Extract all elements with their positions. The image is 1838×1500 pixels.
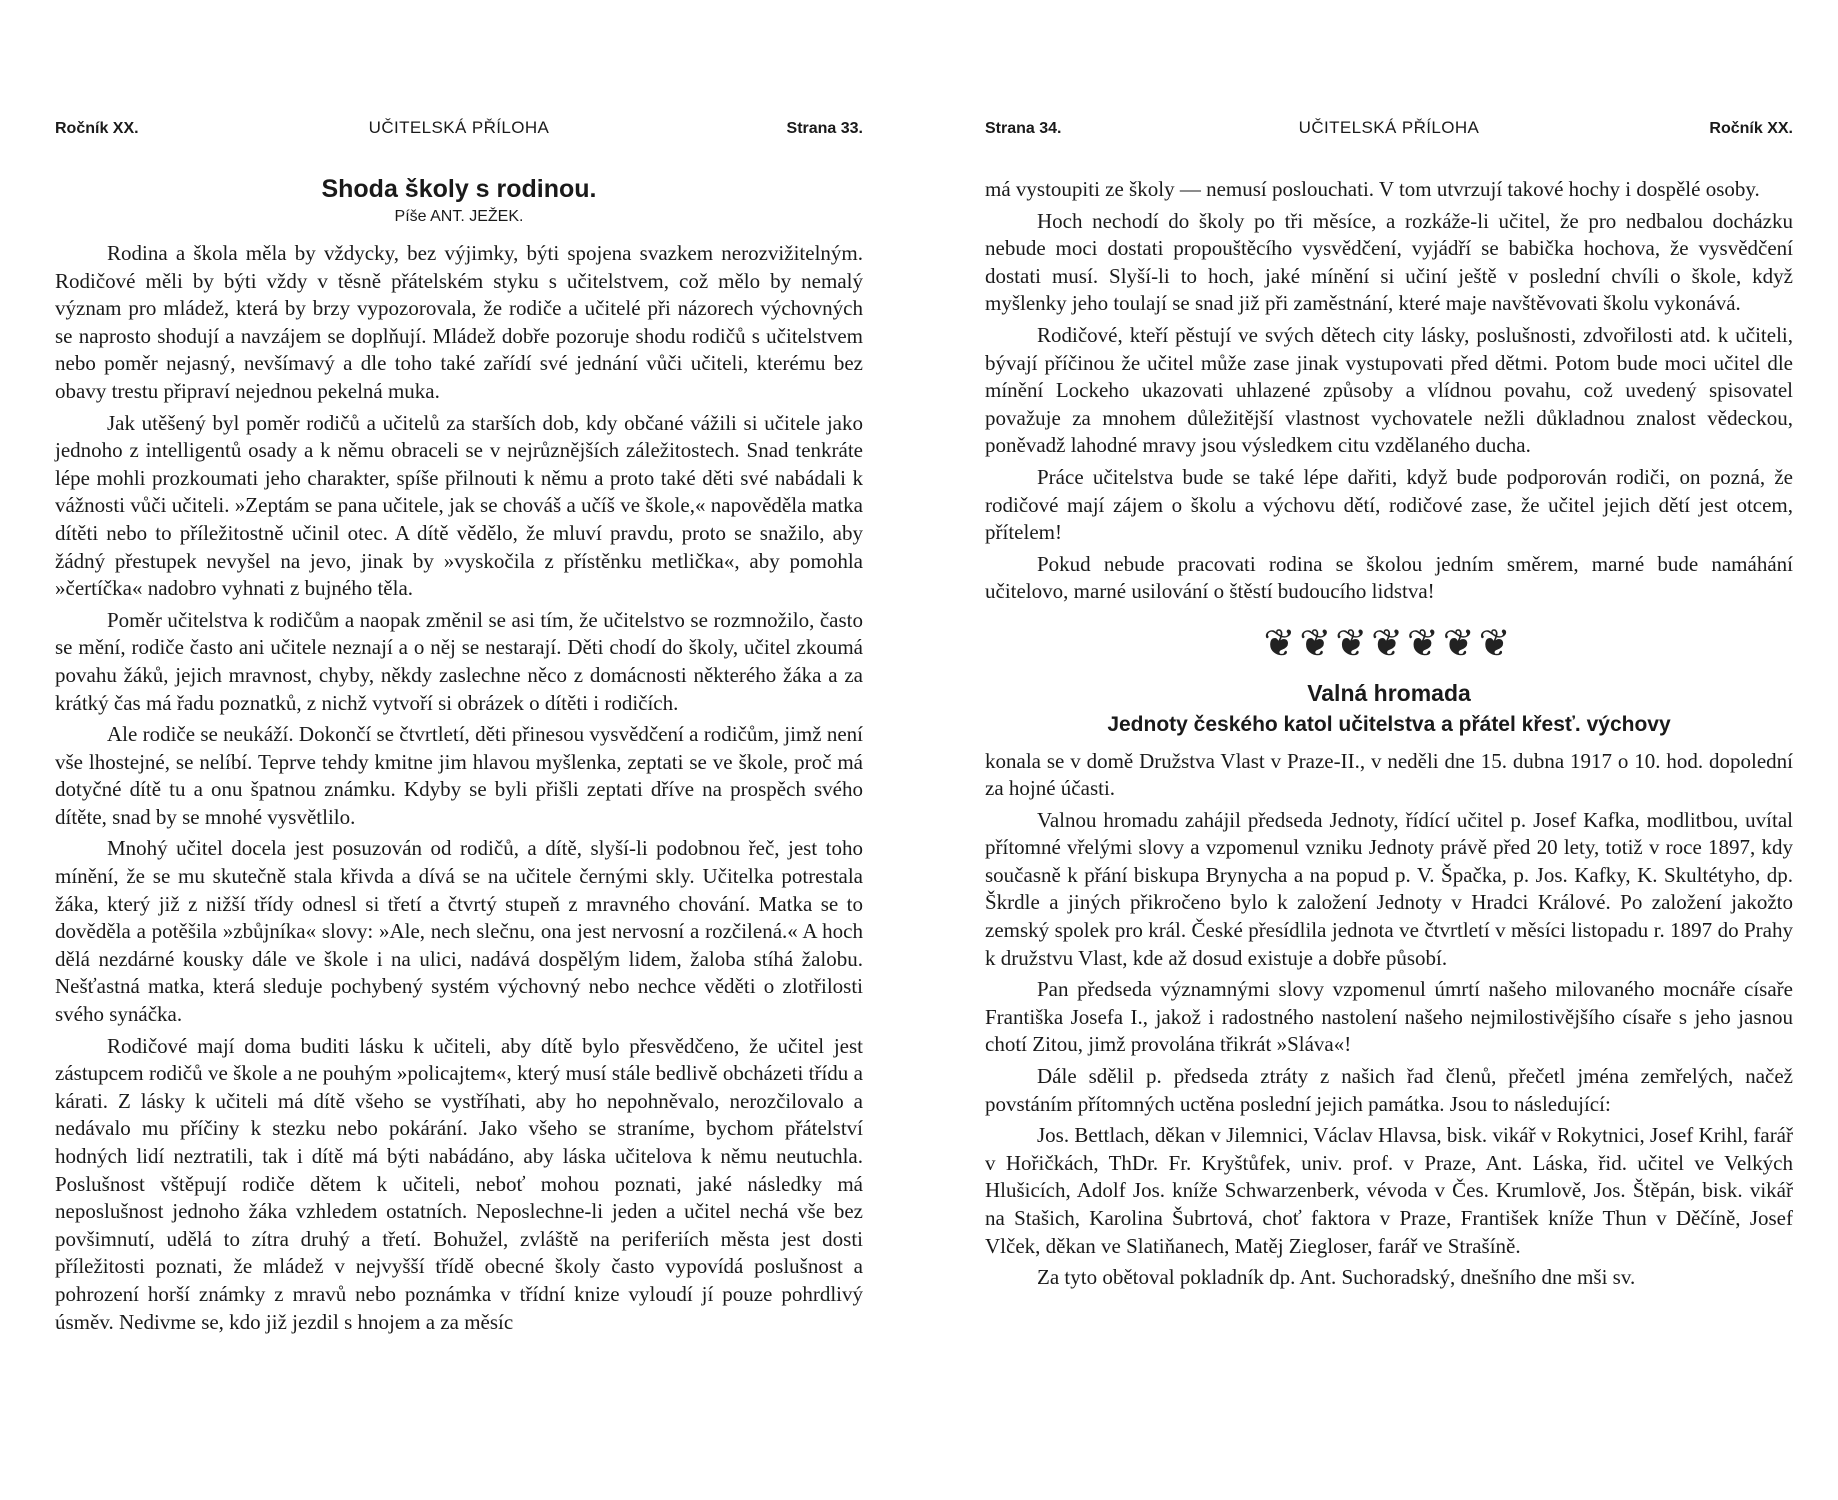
article-paragraph: má vystoupiti ze školy — nemusí poslouchati. V tom utvrzují takové hochy i dospělé osoby. [985,177,1760,201]
report-paragraph: Dále sdělil p. předseda ztráty z našich řad členů, přečetl jména zemřelých, načež povstáním přítomných uctěna poslední jejich památka. Jsou to následující: [985,1064,1793,1116]
left-header-title: UČITELSKÁ PŘÍLOHA [368,118,550,137]
article-paragraph: Rodina a škola měla by vždycky, bez výjimky, býti spojena svazkem nerozvižitelným. Rodičové měli by býti vždy v těsně přátelském styku s učitelstvem, což mělo by nemalý význam pro mládež, která by brzy vypozorovala, že rodiče a učitelé při názorech výchovných se naprosto shodují a navzájem se doplňují. Mládež dobře pozoruje shodu rodičů s učitelstvem nebo poměr nejasný, nevšímavý a dle toho také zařídí své jednání vůči učiteli, kterému bez obavy trestu připraví nejednou pekelná muka. [55,241,863,403]
article-byline: Píše ANT. JEŽEK. [394,208,524,225]
report-paragraph: Pan předseda významnými slovy vzpomenul úmrtí našeho milovaného mocnáře císaře Františka Josefa I., jakož i radostného nastolení našeho nejmilostivějšího císaře s jeho jasnou chotí Zitou, jimž provolána třikrát »Sláva«! [985,977,1793,1057]
article-paragraph: Rodičové, kteří pěstují ve svých dětech city lásky, poslušnosti, zdvořilosti atd. k učiteli, bývají příčinou že učitel může zase jinak vystupovati před dětmi. Potom bude moci učitel dle mínění Lockeho ukazovati uhlazené způsoby a vlídnou povahu, což uvedený spisovatel považuje za mnohem důležitější vlastnost vychovatele nežli důkladnou znalost vědeckou, poněvadž lahodné mravy jsou výsledkem citu vzdělaného ducha. [985,322,1793,458]
section-title: Valná hromada [1307,679,1471,706]
section-subtitle: Jednoty českého katol učitelstva a přátel křesť. výchovy [1107,712,1671,736]
decorative-ornament-icon: ❦❦❦❦❦❦❦ [1263,620,1515,665]
right-running-header [985,112,1793,142]
article-paragraph: Hoch nechodí do školy po tři měsíce, a rozkáže-li učitel, že pro nedbalou docházku nebude moci dostati propouštěcího vysvědčení, vyjádří se babička hochova, že vysvědčení dostati musí. Slyší-li to hoch, jaké mínění si učiní ještě v poslední chvíli o škole, když myšlenky jeho toulají se snad již při zaměstnání, které maje navštěvovati školu vykonává. [985,208,1793,316]
right-header-page-number: Strana 34. [985,120,1062,137]
left-header-page-number: Strana 33. [786,120,863,137]
left-running-header [55,112,863,142]
right-header-volume: Ročník XX. [1709,120,1793,137]
left-page-body [55,172,863,1340]
left-page [55,0,863,1500]
article-paragraph: Ale rodiče se neukáží. Dokončí se čtvrtletí, děti přinesou vysvědčení a rodičům, jimž není vše lhostejné, se nelíbí. Teprve tehdy kmitne jim hlavou myšlenka, zeptati se ve škole, proč má dotyčné dítě tu a onu špatnou známku. Kdyby se byli přišli zeptati dříve na prospěch svého dítěte, snad by se mnohé vysvětlilo. [55,722,863,829]
right-page-body [985,176,1793,1296]
report-paragraph: Jos. Bettlach, děkan v Jilemnici, Václav Hlavsa, bisk. vikář v Rokytnici, Josef Krihl, farář v Hořičkách, ThDr. Fr. Kryštůfek, univ. prof. v Praze, Ant. Láska, řid. učitel ve Velkých Hlušicích, Adolf Jos. kníže Schwarzenberk, vévoda v Čes. Krumlově, Jos. Štěpán, bisk. vikář na Stašich, Karolina Šubrtová, choť faktora v Praze, František kníže Thun v Děčíně, Josef Vlček, děkan ve Slatiňanech, Matěj Ziegloser, farář ve Strašíně. [985,1123,1793,1258]
report-paragraph: Valnou hromadu zahájil předseda Jednoty, řídící učitel p. Josef Kafka, modlitbou, uvítal přítomné vřelými slovy a vzpomenul vzniku Jednoty právě před 20 lety, totiž v roce 1897, kdy současně k přání biskupa Brynycha a na popud p. V. Špačka, p. Jos. Kafky, K. Skultétyho, dp. Škrdle a jiných přikročeno bylo k založení Jednoty v Hradci Králové. Po založení jakožto zemský spolek pro král. České přesídlila jednota ve čtvrtletí v měsíci listopadu r. 1897 do Prahy k družstvu Vlast, kde až dosud existuje a dobře působí. [985,807,1793,970]
article-paragraph: Práce učitelstva bude se také lépe dařiti, když bude podporován rodiči, on pozná, že rodičové mají zájem o školu a výchovu dětí, rodičové zase, že učitel jejich dětí jest otcem, přítelem! [985,464,1793,545]
article-paragraph: Mnohý učitel docela jest posuzován od rodičů, a dítě, slyší-li podobnou řeč, jest toho mínění, že se mu skutečně stala křivda a dívá se na učitele černými skly. Učitelka potrestala žáka, který již z nižší třídy odnesl si třetí a čtvrtý stupeň z mravného chování. Matka se to dověděla a potěšila »zbůjníka« slovy: »Ale, nech slečnu, ona jest nervosní a rozčilená.« A hoch dělá nezdárné kousky dále ve škole i na ulici, nadává dospělým lidem, žaloba stíhá žalobu. Nešťastná matka, která sleduje pochybený systém výchovný nebo nechce věděti o zlotřilosti svého synáčka. [55,836,863,1027]
report-paragraph: konala se v domě Družstva Vlast v Praze-II., v neděli dne 15. dubna 1917 o 10. hod. dopolední za hojné účasti. [985,748,1793,801]
right-header-title: UČITELSKÁ PŘÍLOHA [1298,118,1480,137]
left-header-volume: Ročník XX. [55,120,139,137]
article-title: Shoda školy s rodinou. [321,175,597,203]
article-paragraph: Jak utěšený byl poměr rodičů a učitelů za starších dob, kdy občané vážili si učitele jako jednoho z intelligentů osady a k němu obraceli se v nejrůznějších záležitostech. Snad tenkráte lépe mohli prozkoumati jeho charakter, spíše přilnouti k němu a proto také děti své nabádali k vážnosti vůči učiteli. »Zeptám se pana učitele, jak se chováš a učíš ve škole,« napověděla matka dítěti nebo to příležitostně učinil otec. A dítě vědělo, že mluví pravdu, proto se snažilo, aby žádný přestupek nevyšel na jevo, jinak by »vyskočila z přístěnku metlička«, aby pomohla »čertíčka« nadobro vyhnati z bujného těla. [55,410,863,601]
article-paragraph: Rodičové mají doma buditi lásku k učiteli, aby dítě bylo přesvědčeno, že učitel jest zástupcem rodičů ve škole a ne pouhým »policajtem«, který musí stále bedlivě obcházeti třídu a kárati. Z lásky k učiteli má dítě všeho se vystříhati, aby ho nepohněvalo, nerozčilovalo a nedávalo mu příčiny k stezku nebo pokárání. Jako všeho se straníme, bychom přátelství hodných lidí neztratili, tak i dítě má býti nabádáno, aby láska učitelova k němu neutuchla. Poslušnost vštěpují rodiče dětem k učiteli, neboť mohou poznati, jaké následky má neposlušnost jednoho žáka vzhledem ostatních. Neposlechne-li jeden a učitel nechá vše bez povšimnutí, udělá to zítra druhý a třetí. Bohužel, zvláště na periferiích města jest dosti příležitosti poznati, že mládež v nejvyšší třídě obecné školy často vypovídá poslušnost a pohrození horší známky z mravů nebo poznámka v třídní knize vyloudí jí pouze pohrdlivý úsměv. Nedivme se, kdo již jezdil s hnojem a za měsíc [55,1033,863,1334]
article-paragraph: Pokud nebude pracovati rodina se školou jedním směrem, marné bude namáhání učitelovo, marné usilování o štěstí budoucího lidstva! [985,551,1793,604]
right-page [985,0,1793,1500]
report-paragraph: Za tyto obětoval pokladník dp. Ant. Suchoradský, dnešního dne mši sv. [1037,1265,1636,1290]
article-paragraph: Poměr učitelstva k rodičům a naopak změnil se asi tím, že učitelstvo se rozmnožilo, často se mění, rodiče často ani učitele neznají a o něj se nestarají. Děti chodí do školy, učitel zkoumá povahu žáků, jejich mravnost, chyby, někdy zaslechne něco z domácnosti některého žáka a za krátký čas má řadu poznatků, z nichž vytvoří si obrázek o dítěti i rodičích. [55,607,863,715]
